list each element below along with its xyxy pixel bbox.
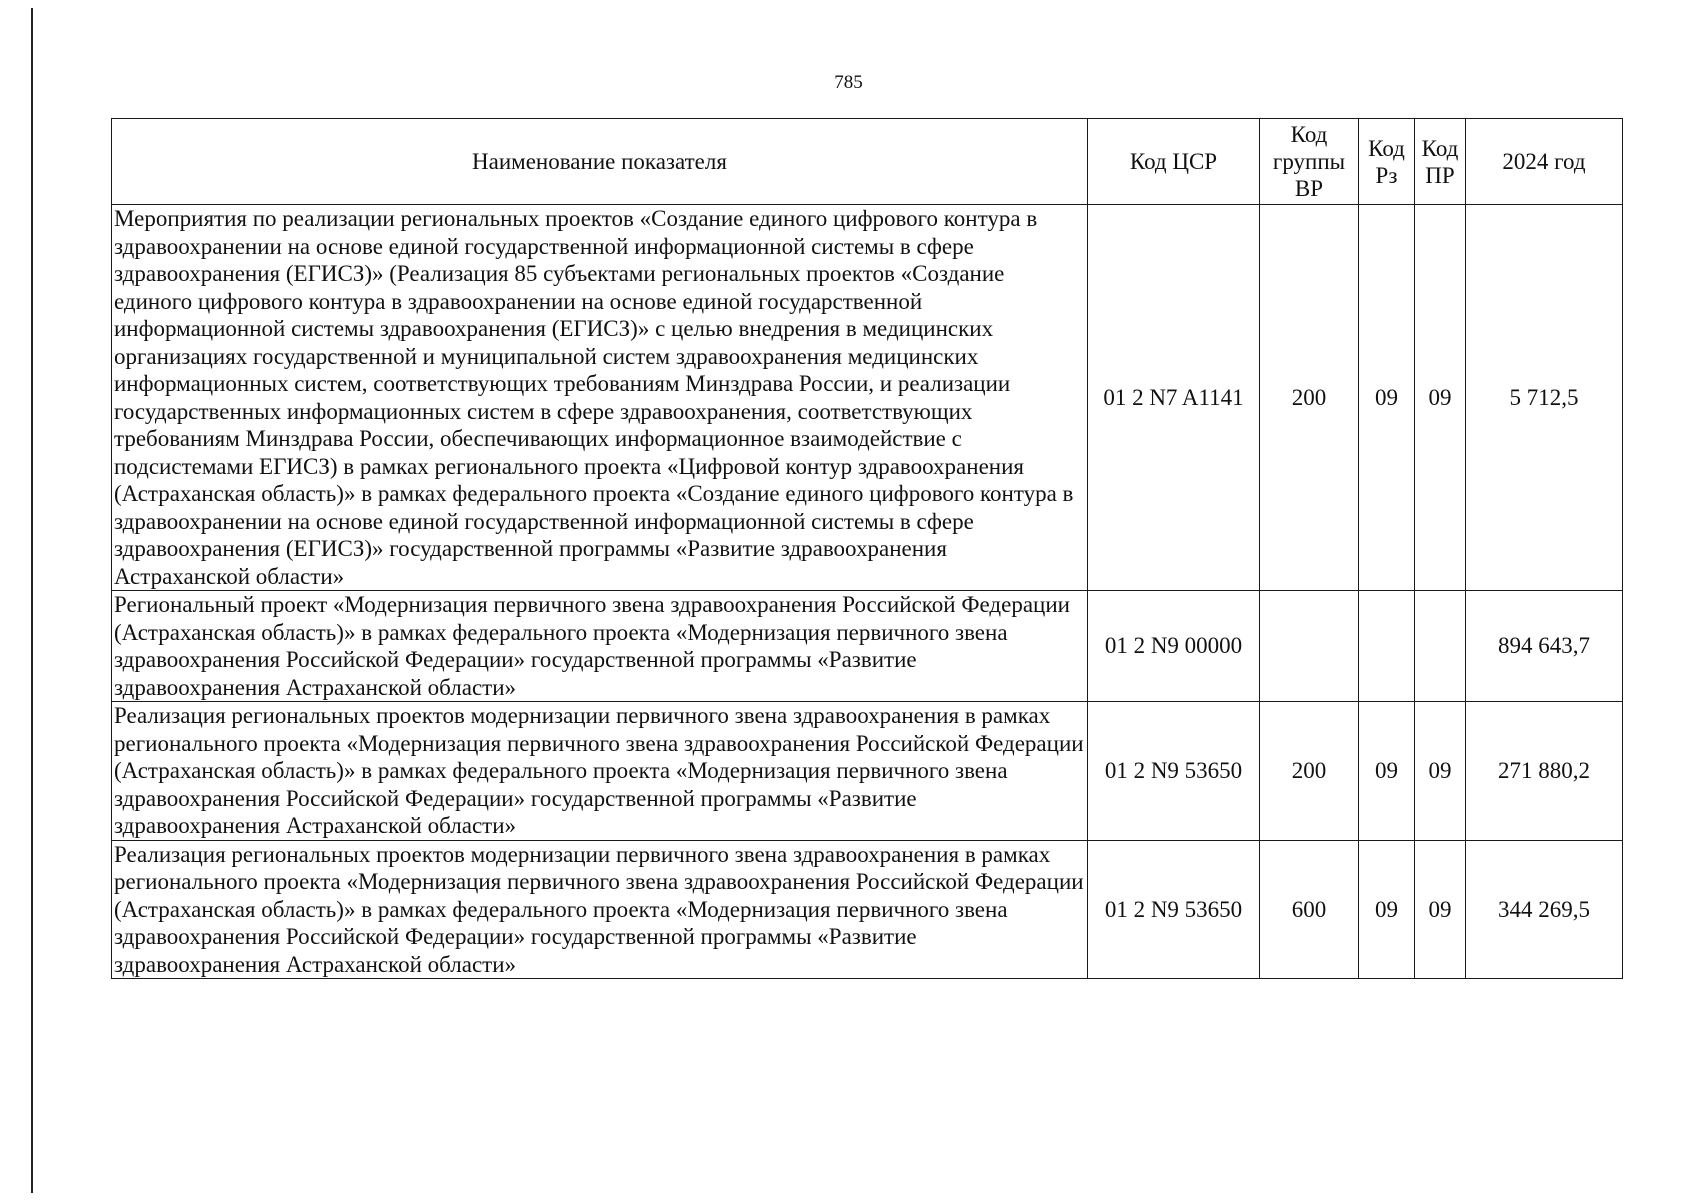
row-csr-code: 01 2 N9 00000 [1088,591,1260,702]
header-name: Наименование показателя [112,119,1088,205]
header-csr-code: Код ЦСР [1088,119,1260,205]
row-rz-code [1359,591,1415,702]
row-pr-code: 09 [1415,702,1466,841]
row-csr-code: 01 2 N9 53650 [1088,840,1260,979]
row-csr-code: 01 2 N9 53650 [1088,702,1260,841]
row-name: Региональный проект «Модернизация первичного звена здравоохранения Российской Федерации (Астраханская область)» в рамках федерального проекта «Модернизация первичного звена здравоохранения Российской Федерации» государственной программы «Развитие здравоохранения Астраханской области» [112,591,1088,702]
binding-margin-line [31,8,33,1193]
row-vr-code: 600 [1260,840,1359,979]
row-rz-code: 09 [1359,840,1415,979]
table-row [112,591,1623,702]
row-vr-code: 200 [1260,205,1359,591]
header-pr-code: Код ПР [1415,119,1466,205]
row-rz-code: 09 [1359,702,1415,841]
budget-table [111,118,1623,979]
row-amount: 894 643,7 [1466,591,1623,702]
table-row [112,205,1623,591]
header-vr-group-code: Код группы ВР [1260,119,1359,205]
row-name: Реализация региональных проектов модернизации первичного звена здравоохранения в рамках регионального проекта «Модернизация первичного звена здравоохранения Российской Федерации (Астраханская область)» в рамках федерального проекта «Модернизация первичного звена здравоохранения Российской Федерации» государственной программы «Развитие здравоохранения Астраханской области» [112,840,1088,979]
row-pr-code: 09 [1415,840,1466,979]
row-name: Мероприятия по реализации региональных проектов «Создание единого цифрового контура в здравоохранении на основе единой государственной информационной системы в сфере здравоохранения (ЕГИСЗ)» (Реализация 85 субъектами региональных проектов «Создание единого цифрового контура в здравоохранении на основе единой государственной информационной системы здравоохранения (ЕГИСЗ)» с целью внедрения в медицинских организациях государственной и муниципальной систем здравоохранения медицинских информационных систем, соответствующих требованиям Минздрава России, и реализации государственных информационных систем в сфере здравоохранения, соответствующих требованиям Минздрава России, обеспечивающих информационное взаимодействие с подсистемами ЕГИСЗ) в рамках регионального проекта «Цифровой контур здравоохранения (Астраханская область)» в рамках федерального проекта «Создание единого цифрового контура в здравоохранении на основе единой государственной информационной системы в сфере здравоохранения (ЕГИСЗ)» государственной программы «Развитие здравоохранения Астраханской области» [112,205,1088,591]
header-rz-code: Код Рз [1359,119,1415,205]
row-csr-code: 01 2 N7 A1141 [1088,205,1260,591]
row-pr-code: 09 [1415,205,1466,591]
page-number: 785 [834,72,863,93]
row-amount: 271 880,2 [1466,702,1623,841]
row-amount: 344 269,5 [1466,840,1623,979]
row-pr-code [1415,591,1466,702]
table-header-row [112,119,1623,205]
row-vr-code: 200 [1260,702,1359,841]
row-vr-code [1260,591,1359,702]
row-amount: 5 712,5 [1466,205,1623,591]
table-row [112,702,1623,841]
table-row [112,840,1623,979]
row-name: Реализация региональных проектов модернизации первичного звена здравоохранения в рамках регионального проекта «Модернизация первичного звена здравоохранения Российской Федерации (Астраханская область)» в рамках федерального проекта «Модернизация первичного звена здравоохранения Российской Федерации» государственной программы «Развитие здравоохранения Астраханской области» [112,702,1088,841]
row-rz-code: 09 [1359,205,1415,591]
header-year-2024: 2024 год [1466,119,1623,205]
